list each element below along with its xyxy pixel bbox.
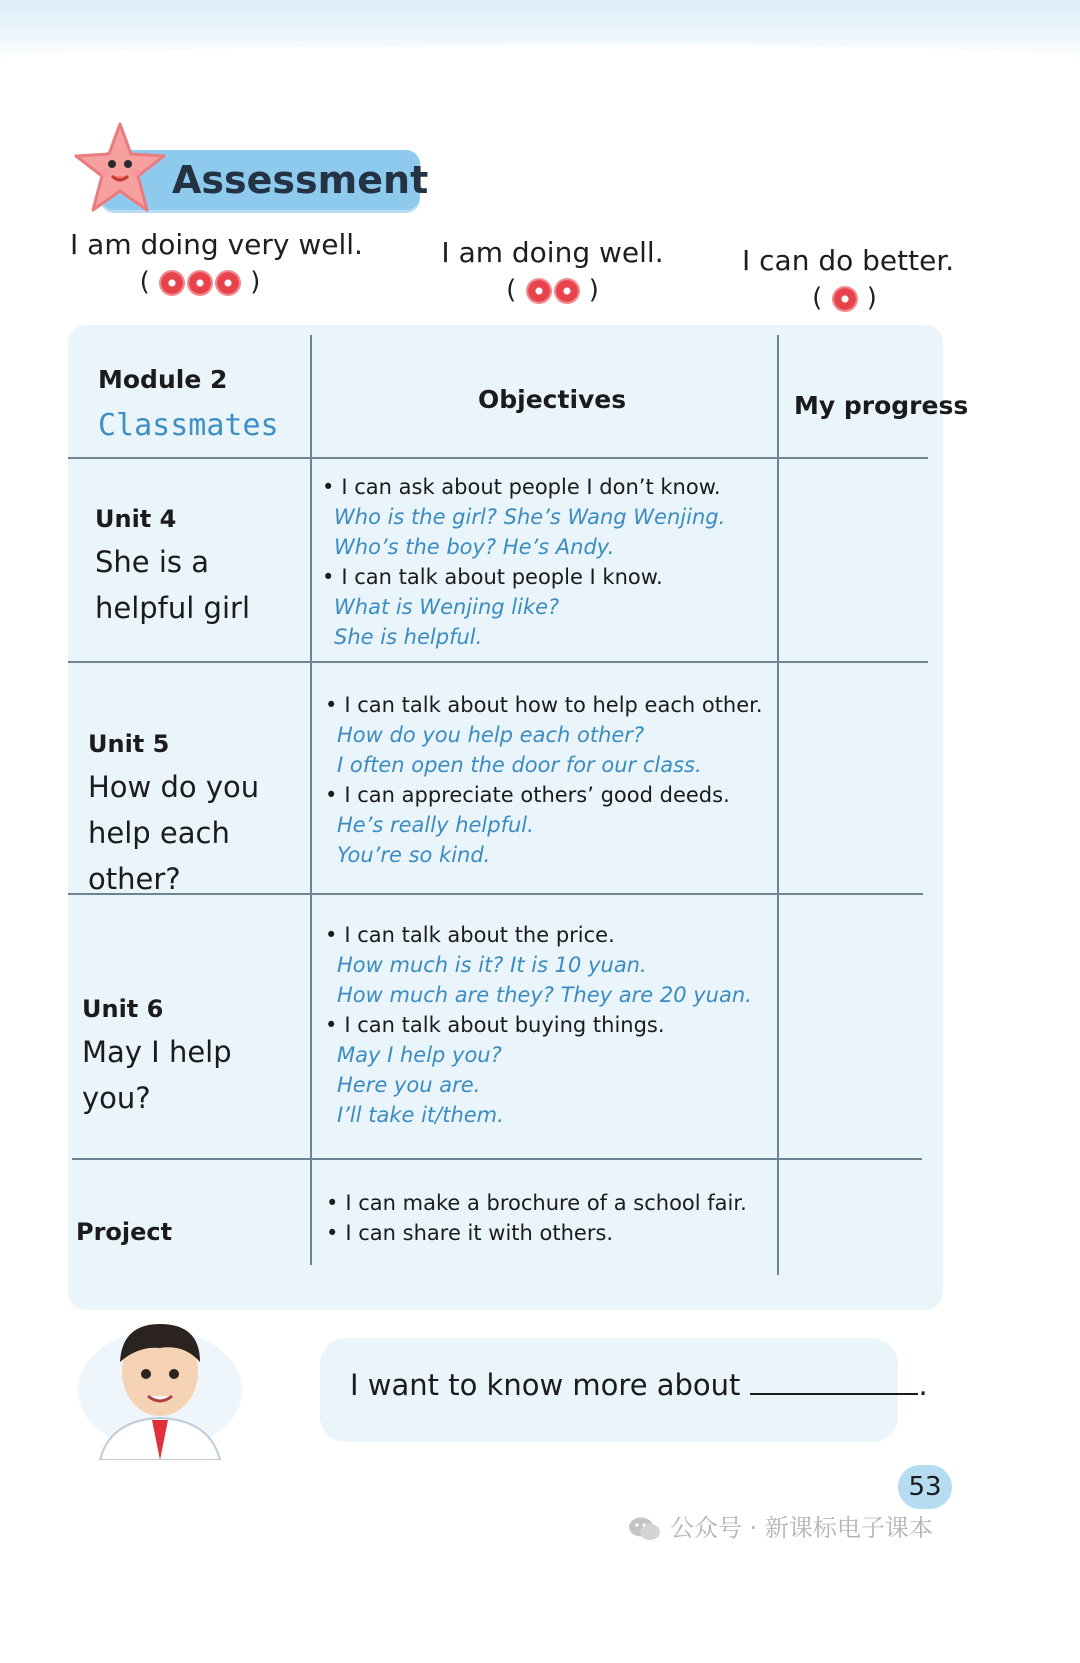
table-divider <box>68 457 928 459</box>
legend-rating: ( ) <box>506 275 599 305</box>
speech-text: I want to know more about <box>350 1368 741 1402</box>
example-sentence: I often open the door for our class. <box>337 753 702 777</box>
speech-prompt <box>350 1368 928 1402</box>
unit-label: Unit 4 <box>95 505 177 533</box>
page-title: Assessment <box>172 158 429 202</box>
objectives-cell <box>325 690 775 870</box>
module-name: Classmates <box>98 408 279 443</box>
objectives-header: Objectives <box>478 385 627 414</box>
unit-title: How do you help each other? <box>88 770 260 896</box>
boy-character-icon <box>60 1310 260 1460</box>
flower-icon <box>834 288 856 310</box>
unit-label: Unit 5 <box>88 730 170 758</box>
legend-text: I am doing very well. <box>70 228 363 261</box>
table-divider <box>310 335 312 1265</box>
page-number: 53 <box>898 1465 952 1509</box>
example-sentence: What is Wenjing like? <box>334 595 560 619</box>
objective-statement: • I can ask about people I don’t know. <box>322 472 772 502</box>
legend-text: I am doing well. <box>441 236 664 269</box>
unit-title: She is a helpful girl <box>95 545 250 625</box>
wechat-icon <box>628 1516 662 1542</box>
example-sentence: May I help you? <box>337 1043 502 1067</box>
progress-cell <box>790 675 920 875</box>
table-divider <box>72 1158 922 1160</box>
flower-icon <box>217 272 239 294</box>
watermark <box>628 1508 933 1548</box>
answer-blank[interactable] <box>750 1393 918 1395</box>
module-label: Module 2 <box>98 365 228 394</box>
flower-icon <box>528 280 550 302</box>
example-sentence: He’s really helpful. <box>337 813 534 837</box>
objective-statement: • I can talk about buying things. <box>325 1010 775 1040</box>
unit-label: Project <box>76 1218 173 1246</box>
objectives-cell <box>322 472 772 652</box>
objective-statement: • I can share it with others. <box>326 1218 776 1248</box>
progress-cell <box>790 470 920 650</box>
example-sentence: Who’s the boy? He’s Andy. <box>334 535 615 559</box>
progress-cell <box>790 905 920 1145</box>
legend-rating: ( ) <box>139 267 261 297</box>
table-divider <box>68 661 928 663</box>
page-top-band <box>0 0 1080 60</box>
unit-cell <box>95 505 300 631</box>
legend-text: I can do better. <box>742 244 955 277</box>
example-sentence: She is helpful. <box>334 625 483 649</box>
example-sentence: I’ll take it/them. <box>337 1103 504 1127</box>
objectives-cell <box>326 1188 776 1248</box>
example-sentence: You’re so kind. <box>337 843 491 867</box>
legend-rating: ( ) <box>812 283 877 313</box>
objective-statement: • I can talk about people I know. <box>322 562 772 592</box>
unit-title: May I help you? <box>82 1035 232 1115</box>
progress-cell <box>790 1170 920 1265</box>
unit-cell <box>82 995 304 1121</box>
example-sentence: How much is it? It is 10 yuan. <box>337 953 647 977</box>
objective-statement: • I can talk about the price. <box>325 920 775 950</box>
speech-end: . <box>918 1368 928 1402</box>
objective-statement: • I can appreciate others’ good deeds. <box>325 780 775 810</box>
table-divider <box>777 335 779 1275</box>
example-sentence: Who is the girl? She’s Wang Wenjing. <box>334 505 726 529</box>
example-sentence: How do you help each other? <box>337 723 645 747</box>
legend-very-well <box>70 228 363 297</box>
flower-icon <box>556 280 578 302</box>
progress-header: My progress <box>794 391 969 420</box>
unit-cell <box>76 1218 296 1246</box>
objective-statement: • I can talk about how to help each other. <box>325 690 775 720</box>
legend-better <box>742 244 955 313</box>
module-header <box>98 365 279 443</box>
flower-icon <box>189 272 211 294</box>
unit-cell <box>88 730 308 902</box>
example-sentence: How much are they? They are 20 yuan. <box>337 983 752 1007</box>
watermark-text: 公众号 · 新课标电子课本 <box>670 1514 933 1542</box>
objectives-cell <box>325 920 775 1130</box>
legend-well <box>430 236 675 305</box>
unit-label: Unit 6 <box>82 995 164 1023</box>
star-mascot-icon <box>70 118 170 218</box>
flower-icon <box>161 272 183 294</box>
example-sentence: Here you are. <box>337 1073 481 1097</box>
objective-statement: • I can make a brochure of a school fair. <box>326 1188 776 1218</box>
